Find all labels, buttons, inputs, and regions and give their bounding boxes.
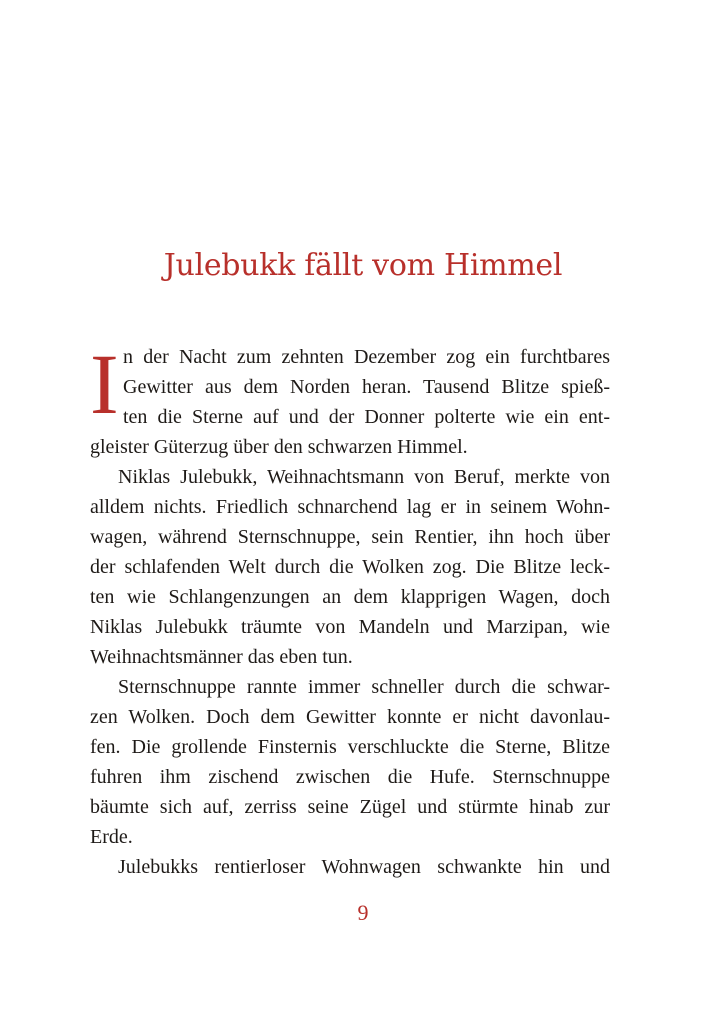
drop-cap: I: [90, 336, 119, 432]
text-line: Gewitter aus dem Norden heran. Tausend Blitze spieß-: [123, 376, 610, 398]
text-line: n der Nacht zum zehnten Dezember zog ein furchtbares: [123, 346, 610, 368]
text-line: Niklas Julebukk, Weihnachtsmann von Beruf, merkte von: [118, 466, 610, 488]
text-line: gleister Güterzug über den schwarzen Himmel.: [90, 436, 468, 458]
text-line: Erde.: [90, 826, 133, 848]
text-line: ten die Sterne auf und der Donner polterte wie ein ent-: [123, 406, 610, 428]
text-line: der schlafenden Welt durch die Wolken zog. Die Blitze leck-: [90, 556, 610, 578]
text-line: wagen, während Sternschnuppe, sein Rentier, ihn hoch über: [90, 526, 610, 548]
text-line: Niklas Julebukk träumte von Mandeln und Marzipan, wie: [90, 616, 610, 638]
text-line: Weihnachtsmänner das eben tun.: [90, 646, 353, 668]
text-line: ten wie Schlangenzungen an dem klapprigen Wagen, doch: [90, 586, 610, 608]
text-line: Julebukks rentierloser Wohnwagen schwankte hin und: [118, 856, 610, 878]
text-line: bäumte sich auf, zerriss seine Zügel und stürmte hinab zur: [90, 796, 610, 818]
body-text: [90, 336, 610, 882]
text-line: alldem nichts. Friedlich schnarchend lag er in seinem Wohn-: [90, 496, 610, 518]
text-line: fuhren ihm zischend zwischen die Hufe. Sternschnuppe: [90, 766, 610, 788]
text-line: fen. Die grollende Finsternis verschluckte die Sterne, Blitze: [90, 736, 610, 758]
page-number: 9: [357, 900, 369, 925]
text-line: zen Wolken. Doch dem Gewitter konnte er nicht davonlau-: [90, 706, 610, 728]
chapter-title: Julebukk fällt vom Himmel: [163, 248, 563, 283]
text-line: Sternschnuppe rannte immer schneller durch die schwar-: [118, 676, 610, 698]
